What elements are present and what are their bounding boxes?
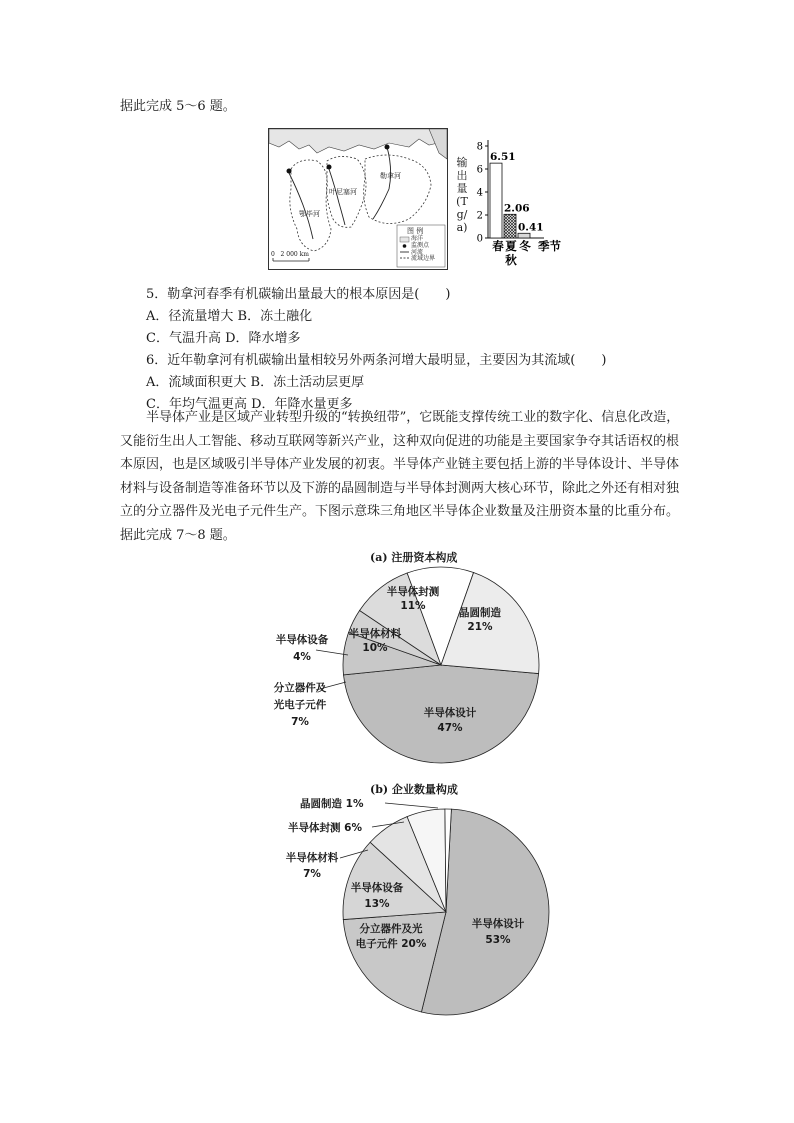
map-label-lena: 勒拿河 [380,172,401,180]
pie-b-label-pack: 半导体封测 6% [288,822,362,834]
q5-option-cd: C．气温升高 D．降水增多 [146,331,301,346]
q5-stem: 5．勒拿河春季有机碳输出量最大的根本原因是( ) [146,287,451,302]
pie-b-label-material: 半导体材料 7% [285,852,339,880]
legend-point-label: 监测点 [411,242,430,249]
bar-data-label: 2.06 [504,202,530,215]
bar-xlabel: 季节 [538,239,561,253]
pie-a-label-equip: 半导体设备 4% [275,634,329,663]
pie-a-label-material: 半导体材料 10% [348,628,402,654]
legend-title: 图 例 [407,227,424,235]
intro-text: 据此完成 5～6 题。 [120,99,236,114]
legend-river-label: 河流 [411,249,424,256]
bar-y-tick-label: 6 [476,164,483,176]
bar-y-tick-label: 8 [476,141,483,153]
bar-data-label: 0.41 [518,221,544,234]
pie-b-title: (b) 企业数量构成 [370,783,458,796]
legend-boundary-label: 流域边界 [411,255,436,262]
q6-stem: 6．近年勒拿河有机碳输出量相较另外两条河增大最明显，主要因为其流域( ) [146,353,607,368]
map-label-ob: 鄂毕河 [299,210,320,218]
bar-y-tick-label: 0 [476,233,483,245]
q5-option-ab: A．径流量增大 B．冻土融化 [146,309,313,324]
bar-category-label: 冬 [519,239,531,253]
map-scale-label: 0 2 000 km [271,251,309,258]
pie-b-label-discrete: 分立器件及光 电子元件 20% [355,923,427,950]
q6-option-cd: C．年均气温更高 D．年降水量更多 [146,397,353,412]
pie-a-label-pack: 半导体封测 11% [386,586,440,612]
pie-b-leader-wafer [385,803,438,808]
q6-option-ab: A．流域面积更大 B．冻土活动层更厚 [146,375,365,390]
pie-a-title: (a) 注册资本构成 [370,551,458,564]
bar-category-label: 夏 [505,239,517,253]
bar-y-tick-label: 2 [476,210,483,222]
bar-category-label: 春 [492,239,504,253]
bar-y-tick-label: 4 [476,187,483,199]
bar-category-label: 秋 [505,253,517,267]
pie-a-label-wafer: 晶圆制造 21% [459,607,501,633]
pie-b-label-design: 半导体设计 53% [471,918,525,946]
pie-b-label-wafer: 晶圆制造 1% [300,798,364,810]
map-label-yenisei: 叶尼塞河 [329,188,357,196]
pie-a-label-design: 半导体设计 47% [423,707,477,734]
bar-ylabel: 输出量(Tg/a) [456,156,468,234]
pie-a-label-discrete: 分立器件及 光电子元件 7% [273,682,327,728]
legend-ocean-label: 海洋 [411,235,424,242]
bar-data-label: 6.51 [490,151,516,164]
passage-paragraph: 半导体产业是区域产业转型升级的“转换纽带”，它既能支撑传统工业的数字化、信息化改造，又能衍生出人工智能、移动互联网等新兴产业，这种双向促进的功能是主要国家争夺其话语权的根本原因，也是区域吸引半导体产业发展的初衷。半导体产业链主要包括上游的半导体设计、半导体材料与设备制造等准备环节以及下游的晶圆制造与半导体封测两大核心环节，除此之外还有相对独立的分立器件及光电子元件生产。下图示意珠三角地区半导体企业数量及注册资本量的比重分布。据此完成 7～8 题。 [120,410,680,543]
pie-b-label-equip: 半导体设备 13% [350,882,404,910]
